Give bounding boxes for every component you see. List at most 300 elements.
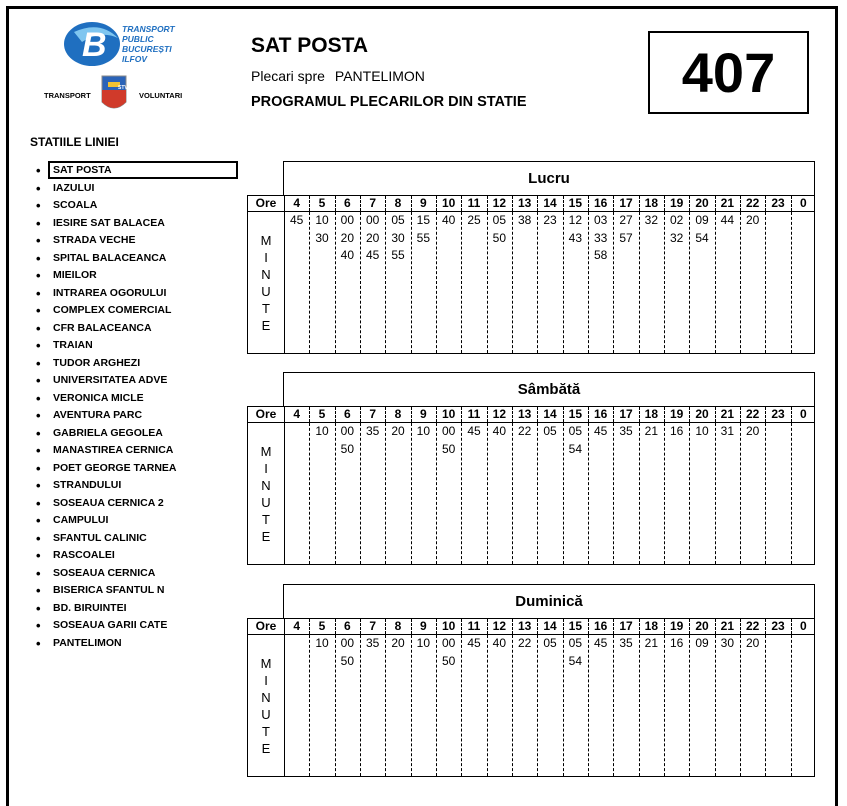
hour-cell: 11 bbox=[467, 619, 481, 633]
column-divider bbox=[512, 196, 513, 211]
station-item: • SAT POSTA bbox=[36, 162, 221, 180]
hour-cell: 18 bbox=[644, 619, 658, 633]
station-item: • CFR BALACEANCA bbox=[36, 320, 221, 338]
svg-text:B: B bbox=[82, 26, 107, 64]
column-divider bbox=[487, 619, 488, 634]
column-divider bbox=[689, 619, 690, 634]
column-divider bbox=[411, 423, 412, 564]
hour-cell: 16 bbox=[593, 196, 608, 210]
minute-value: 05 bbox=[568, 424, 582, 438]
column-divider bbox=[512, 212, 513, 353]
hour-cell: 4 bbox=[293, 196, 300, 210]
column-divider bbox=[588, 635, 589, 776]
minutes-label: M I N U T E bbox=[260, 444, 272, 544]
minute-value: 44 bbox=[720, 213, 734, 227]
minute-value: 05 bbox=[568, 636, 582, 650]
column-divider bbox=[664, 196, 665, 211]
hour-cell: 6 bbox=[343, 407, 351, 421]
hour-cell: 21 bbox=[720, 407, 734, 421]
minutes-area bbox=[247, 423, 815, 565]
column-divider bbox=[512, 423, 513, 564]
station-item: • BISERICA SFANTUL N bbox=[36, 582, 221, 600]
station-item: • PANTELIMON bbox=[36, 635, 221, 653]
station-item: • IESIRE SAT BALACEA bbox=[36, 215, 221, 233]
hour-cell: 15 bbox=[568, 196, 582, 210]
column-divider bbox=[765, 423, 766, 564]
minute-value: 31 bbox=[720, 424, 734, 438]
hour-cell: 17 bbox=[619, 196, 633, 210]
hour-cell: 14 bbox=[543, 196, 557, 210]
column-divider bbox=[512, 407, 513, 422]
column-divider bbox=[411, 619, 412, 634]
logo-text bbox=[122, 24, 175, 64]
column-divider bbox=[765, 407, 766, 422]
column-divider bbox=[284, 619, 285, 634]
minutes-area bbox=[247, 212, 815, 354]
station-item: • BD. BIRUINTEI bbox=[36, 600, 221, 618]
station-item: • GABRIELA GEGOLEA bbox=[36, 425, 221, 443]
minute-value: 20 bbox=[745, 424, 760, 438]
minute-value: 50 bbox=[441, 441, 456, 456]
minute-value: 45 bbox=[365, 248, 380, 262]
column-divider bbox=[613, 407, 614, 422]
column-divider bbox=[613, 196, 614, 211]
hour-cell: 15 bbox=[568, 619, 582, 633]
station-item: • SCOALA bbox=[36, 197, 221, 215]
column-divider bbox=[436, 407, 437, 422]
column-divider bbox=[791, 212, 792, 353]
column-divider bbox=[461, 212, 462, 353]
station-item: • SOSEAUA CERNICA 2 bbox=[36, 495, 221, 513]
station-item: • UNIVERSITATEA ADVE bbox=[36, 372, 221, 390]
minute-value: 30 bbox=[391, 230, 405, 245]
minute-value: 00 bbox=[441, 636, 456, 650]
column-divider bbox=[689, 196, 690, 211]
minute-value: 20 bbox=[745, 636, 760, 650]
column-divider bbox=[512, 619, 513, 634]
hour-cell: 22 bbox=[745, 619, 760, 633]
minute-value: 30 bbox=[720, 636, 734, 650]
column-divider bbox=[740, 196, 741, 211]
hours-label: Ore bbox=[255, 619, 277, 633]
column-divider bbox=[791, 196, 792, 211]
minute-value: 35 bbox=[365, 424, 380, 438]
column-divider bbox=[664, 635, 665, 776]
minute-value: 32 bbox=[669, 230, 684, 245]
minute-value: 00 bbox=[340, 636, 354, 650]
logo-line-1: TRANSPORT bbox=[122, 24, 175, 34]
minute-value: 40 bbox=[492, 424, 506, 438]
minute-value: 55 bbox=[391, 248, 405, 262]
logo-right-text: VOLUNTARI bbox=[139, 91, 183, 100]
station-item: • SOSEAUA GARII CATE bbox=[36, 617, 221, 635]
hour-cell: 9 bbox=[419, 619, 427, 633]
column-divider bbox=[740, 407, 741, 422]
minute-value: 45 bbox=[593, 636, 608, 650]
program-title: PROGRAMUL PLECARILOR DIN STATIE bbox=[251, 94, 527, 110]
column-divider bbox=[537, 407, 538, 422]
column-divider bbox=[791, 407, 792, 422]
column-divider bbox=[715, 212, 716, 353]
column-divider bbox=[436, 212, 437, 353]
column-divider bbox=[461, 423, 462, 564]
column-divider bbox=[487, 196, 488, 211]
column-divider bbox=[309, 423, 310, 564]
hour-cell: 21 bbox=[720, 196, 734, 210]
column-divider bbox=[765, 196, 766, 211]
column-divider bbox=[360, 635, 361, 776]
hours-row bbox=[247, 406, 815, 423]
hour-cell: 5 bbox=[318, 196, 326, 210]
hour-cell: 19 bbox=[669, 619, 684, 633]
station-item: • CAMPULUI bbox=[36, 512, 221, 530]
hour-cell: 10 bbox=[441, 407, 456, 421]
hour-cell: 22 bbox=[745, 196, 760, 210]
column-divider bbox=[411, 635, 412, 776]
column-divider bbox=[740, 635, 741, 776]
minute-value: 45 bbox=[467, 636, 481, 650]
minutes-label: M I N U T E bbox=[260, 656, 272, 756]
column-divider bbox=[791, 619, 792, 634]
hour-cell: 5 bbox=[318, 619, 326, 633]
hour-cell: 12 bbox=[492, 619, 506, 633]
minute-value: 50 bbox=[340, 441, 354, 456]
minute-value: 40 bbox=[492, 636, 506, 650]
minute-value: 43 bbox=[568, 230, 582, 245]
minute-value: 50 bbox=[492, 230, 506, 245]
column-divider bbox=[284, 196, 285, 211]
column-divider bbox=[563, 407, 564, 422]
column-divider bbox=[715, 407, 716, 422]
hour-cell: 8 bbox=[394, 196, 402, 210]
column-divider bbox=[537, 212, 538, 353]
column-divider bbox=[588, 407, 589, 422]
hour-cell: 7 bbox=[369, 407, 376, 421]
column-divider bbox=[765, 635, 766, 776]
minute-value: 45 bbox=[467, 424, 481, 438]
column-divider bbox=[487, 423, 488, 564]
hour-cell: 18 bbox=[644, 196, 658, 210]
hour-cell: 0 bbox=[799, 407, 807, 421]
column-divider bbox=[563, 619, 564, 634]
minute-value: 00 bbox=[441, 424, 456, 438]
minute-value: 40 bbox=[340, 248, 354, 262]
minute-value: 40 bbox=[441, 213, 456, 227]
logo-line-3: BUCUREȘTI bbox=[122, 44, 172, 54]
minutes-label: M I N U T E bbox=[260, 233, 272, 333]
hour-cell: 13 bbox=[517, 196, 532, 210]
column-divider bbox=[588, 196, 589, 211]
column-divider bbox=[588, 423, 589, 564]
station-item: • TUDOR ARGHEZI bbox=[36, 355, 221, 373]
column-divider bbox=[360, 407, 361, 422]
hour-cell: 16 bbox=[593, 619, 608, 633]
column-divider bbox=[411, 407, 412, 422]
hour-cell: 22 bbox=[745, 407, 760, 421]
column-divider bbox=[765, 212, 766, 353]
column-divider bbox=[487, 635, 488, 776]
hours-label: Ore bbox=[255, 407, 277, 421]
hour-cell: 19 bbox=[669, 407, 684, 421]
stations-title: STATIILE LINIEI bbox=[30, 135, 119, 149]
minute-value: 54 bbox=[695, 230, 709, 245]
column-divider bbox=[385, 423, 386, 564]
station-item: • STRADA VECHE bbox=[36, 232, 221, 250]
hour-cell: 20 bbox=[695, 619, 709, 633]
minute-value: 03 bbox=[593, 213, 608, 227]
hour-cell: 18 bbox=[644, 407, 658, 421]
minute-value: 54 bbox=[568, 653, 582, 668]
column-divider bbox=[791, 635, 792, 776]
minute-value: 00 bbox=[365, 213, 380, 227]
minutes-area bbox=[247, 635, 815, 777]
column-divider bbox=[411, 196, 412, 211]
minute-value: 45 bbox=[289, 213, 304, 227]
minute-value: 10 bbox=[416, 636, 430, 650]
column-divider bbox=[613, 619, 614, 634]
column-divider bbox=[284, 407, 285, 422]
column-divider bbox=[537, 635, 538, 776]
schedule-title: Lucru bbox=[283, 161, 815, 195]
minute-value: 25 bbox=[467, 213, 481, 227]
minute-value: 05 bbox=[543, 636, 557, 650]
column-divider bbox=[436, 196, 437, 211]
minute-value: 05 bbox=[543, 424, 557, 438]
column-divider bbox=[309, 196, 310, 211]
column-divider bbox=[639, 196, 640, 211]
column-divider bbox=[461, 635, 462, 776]
hour-cell: 14 bbox=[543, 619, 557, 633]
minute-value: 38 bbox=[517, 213, 532, 227]
station-item: • POET GEORGE TARNEA bbox=[36, 460, 221, 478]
hour-cell: 9 bbox=[419, 196, 427, 210]
hour-cell: 11 bbox=[467, 407, 481, 421]
hours-row bbox=[247, 195, 815, 212]
column-divider bbox=[335, 196, 336, 211]
column-divider bbox=[715, 619, 716, 634]
minute-value: 02 bbox=[669, 213, 684, 227]
minute-value: 20 bbox=[391, 636, 405, 650]
minute-value: 35 bbox=[619, 636, 633, 650]
logo-line-4: ILFOV bbox=[122, 54, 148, 64]
minute-value: 35 bbox=[365, 636, 380, 650]
hour-cell: 0 bbox=[799, 196, 807, 210]
column-divider bbox=[639, 407, 640, 422]
hour-cell: 21 bbox=[720, 619, 734, 633]
station-item: • TRAIAN bbox=[36, 337, 221, 355]
hour-cell: 15 bbox=[568, 407, 582, 421]
hour-cell: 11 bbox=[467, 196, 481, 210]
station-item: • VERONICA MICLE bbox=[36, 390, 221, 408]
hour-cell: 12 bbox=[492, 407, 506, 421]
minute-value: 20 bbox=[745, 213, 760, 227]
station-item: • MANASTIREA CERNICA bbox=[36, 442, 221, 460]
column-divider bbox=[740, 423, 741, 564]
minute-value: 20 bbox=[340, 230, 354, 245]
column-divider bbox=[588, 619, 589, 634]
hour-cell: 23 bbox=[771, 407, 785, 421]
column-divider bbox=[715, 423, 716, 564]
station-item: • SPITAL BALACEANCA bbox=[36, 250, 221, 268]
column-divider bbox=[563, 196, 564, 211]
station-item: • INTRAREA OGORULUI bbox=[36, 285, 221, 303]
hour-cell: 17 bbox=[619, 619, 633, 633]
minute-value: 10 bbox=[416, 424, 430, 438]
schedule-title: Duminică bbox=[283, 584, 815, 618]
minute-value: 00 bbox=[340, 213, 354, 227]
hour-cell: 9 bbox=[419, 407, 427, 421]
station-item: • COMPLEX COMERCIAL bbox=[36, 302, 221, 320]
direction-label: Plecari spre bbox=[251, 68, 325, 84]
minute-value: 10 bbox=[695, 424, 709, 438]
minute-value: 22 bbox=[517, 636, 532, 650]
minute-value: 58 bbox=[593, 248, 608, 262]
column-divider bbox=[639, 212, 640, 353]
hour-cell: 23 bbox=[771, 619, 785, 633]
column-divider bbox=[461, 619, 462, 634]
hour-cell: 7 bbox=[369, 619, 376, 633]
column-divider bbox=[537, 423, 538, 564]
direction-destination: PANTELIMON bbox=[334, 68, 425, 84]
minute-value: 45 bbox=[593, 424, 608, 438]
station-item: • STRANDULUI bbox=[36, 477, 221, 495]
logo-badge-text: STV bbox=[118, 85, 128, 91]
minute-value: 20 bbox=[391, 424, 405, 438]
column-divider bbox=[360, 196, 361, 211]
hour-cell: 19 bbox=[669, 196, 684, 210]
minute-value: 21 bbox=[644, 424, 658, 438]
column-divider bbox=[385, 619, 386, 634]
column-divider bbox=[309, 635, 310, 776]
minute-value: 09 bbox=[695, 213, 709, 227]
column-divider bbox=[335, 407, 336, 422]
direction-line bbox=[251, 68, 425, 84]
minute-value: 10 bbox=[315, 424, 329, 438]
hour-cell: 13 bbox=[517, 407, 532, 421]
hour-cell: 6 bbox=[343, 619, 351, 633]
minute-value: 22 bbox=[517, 424, 532, 438]
station-item: • IAZULUI bbox=[36, 180, 221, 198]
hours-label: Ore bbox=[255, 196, 277, 210]
column-divider bbox=[360, 619, 361, 634]
station-item: • AVENTURA PARC bbox=[36, 407, 221, 425]
station-item: • MIEILOR bbox=[36, 267, 221, 285]
column-divider bbox=[664, 423, 665, 564]
column-divider bbox=[791, 423, 792, 564]
column-divider bbox=[385, 407, 386, 422]
minute-value: 57 bbox=[619, 230, 633, 245]
column-divider bbox=[765, 619, 766, 634]
minute-value: 27 bbox=[619, 213, 633, 227]
hour-cell: 5 bbox=[318, 407, 326, 421]
minute-value: 16 bbox=[669, 636, 684, 650]
minute-value: 09 bbox=[695, 636, 709, 650]
hour-cell: 10 bbox=[441, 196, 456, 210]
column-divider bbox=[487, 407, 488, 422]
hour-cell: 8 bbox=[394, 407, 402, 421]
station-item: • SOSEAUA CERNICA bbox=[36, 565, 221, 583]
minute-value: 15 bbox=[416, 213, 430, 227]
hour-cell: 14 bbox=[543, 407, 557, 421]
current-station-highlight bbox=[48, 161, 238, 179]
minute-value: 54 bbox=[568, 441, 582, 456]
hour-cell: 8 bbox=[394, 619, 402, 633]
column-divider bbox=[740, 212, 741, 353]
column-divider bbox=[385, 196, 386, 211]
column-divider bbox=[436, 619, 437, 634]
column-divider bbox=[715, 635, 716, 776]
column-divider bbox=[613, 635, 614, 776]
minute-value: 50 bbox=[340, 653, 354, 668]
minute-value: 20 bbox=[365, 230, 380, 245]
column-divider bbox=[335, 619, 336, 634]
hour-cell: 4 bbox=[293, 407, 300, 421]
minute-value: 50 bbox=[441, 653, 456, 668]
hour-cell: 7 bbox=[369, 196, 376, 210]
stations-list bbox=[36, 162, 221, 652]
minute-value: 23 bbox=[543, 213, 557, 227]
column-divider bbox=[639, 635, 640, 776]
minute-value: 10 bbox=[315, 213, 329, 227]
column-divider bbox=[689, 635, 690, 776]
hour-cell: 16 bbox=[593, 407, 608, 421]
column-divider bbox=[639, 619, 640, 634]
column-divider bbox=[309, 407, 310, 422]
minute-value: 12 bbox=[568, 213, 582, 227]
column-divider bbox=[613, 423, 614, 564]
column-divider bbox=[309, 619, 310, 634]
minute-value: 33 bbox=[593, 230, 608, 245]
minute-value: 00 bbox=[340, 424, 354, 438]
hours-row bbox=[247, 618, 815, 635]
hour-cell: 20 bbox=[695, 407, 709, 421]
route-number: 407 bbox=[648, 31, 809, 114]
hour-cell: 6 bbox=[343, 196, 351, 210]
minute-value: 05 bbox=[391, 213, 405, 227]
minute-value: 16 bbox=[669, 424, 684, 438]
hour-cell: 4 bbox=[293, 619, 300, 633]
column-divider bbox=[639, 423, 640, 564]
minute-value: 10 bbox=[315, 636, 329, 650]
logo-left-text: TRANSPORT bbox=[44, 91, 91, 100]
station-item: • RASCOALEI bbox=[36, 547, 221, 565]
station-title: SAT POSTA bbox=[251, 34, 369, 57]
hour-cell: 12 bbox=[492, 196, 506, 210]
column-divider bbox=[385, 635, 386, 776]
minute-value: 35 bbox=[619, 424, 633, 438]
column-divider bbox=[537, 619, 538, 634]
column-divider bbox=[689, 423, 690, 564]
column-divider bbox=[461, 407, 462, 422]
column-divider bbox=[689, 407, 690, 422]
hour-cell: 0 bbox=[799, 619, 807, 633]
minute-value: 21 bbox=[644, 636, 658, 650]
logo-line-2: PUBLIC bbox=[122, 34, 154, 44]
column-divider bbox=[715, 196, 716, 211]
column-divider bbox=[284, 212, 285, 353]
minute-value: 55 bbox=[416, 230, 430, 245]
minute-value: 30 bbox=[315, 230, 329, 245]
column-divider bbox=[537, 196, 538, 211]
station-item: • SFANTUL CALINIC bbox=[36, 530, 221, 548]
column-divider bbox=[461, 196, 462, 211]
column-divider bbox=[664, 407, 665, 422]
column-divider bbox=[512, 635, 513, 776]
column-divider bbox=[740, 619, 741, 634]
column-divider bbox=[284, 423, 285, 564]
schedule-title: Sâmbătă bbox=[283, 372, 815, 406]
hour-cell: 17 bbox=[619, 407, 633, 421]
